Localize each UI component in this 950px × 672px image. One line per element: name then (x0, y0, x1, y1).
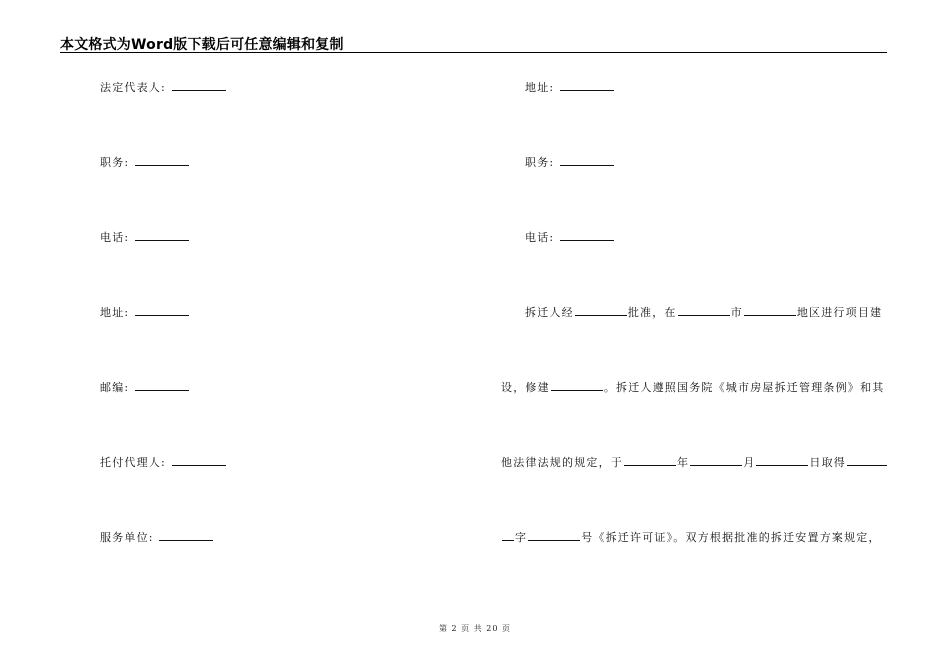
text-segment: 月 (743, 456, 756, 469)
text-segment: 年 (677, 456, 690, 469)
field-label: 地址: (525, 81, 555, 94)
paragraph-line-1 (525, 304, 882, 320)
fill-blank (575, 304, 627, 316)
fill-blank (528, 529, 580, 541)
paragraph-line-2 (501, 379, 884, 395)
fill-blank (135, 379, 189, 391)
field-label: 托付代理人: (100, 456, 166, 469)
paragraph-line-3 (501, 454, 888, 470)
fill-blank (551, 379, 603, 391)
field-label: 服务单位: (100, 531, 154, 544)
fill-blank (847, 454, 887, 466)
fill-blank (560, 79, 614, 91)
field-label: 电话: (525, 231, 555, 244)
fill-blank (624, 454, 676, 466)
text-segment: 他法律法规的规定，于 (501, 456, 623, 469)
fill-blank (172, 454, 226, 466)
fill-blank (756, 454, 808, 466)
right-field-address (525, 79, 615, 95)
left-field-phone (100, 229, 190, 245)
page-number-footer: 第 2 页 共 20 页 (439, 624, 511, 633)
text-segment: 拆迁人经 (525, 306, 574, 319)
fill-blank (560, 229, 614, 241)
field-label: 电话: (100, 231, 130, 244)
fill-blank (135, 154, 189, 166)
text-segment: 批准，在 (627, 306, 677, 319)
fill-blank (135, 229, 189, 241)
right-field-position (525, 154, 615, 170)
fill-blank (172, 79, 226, 91)
field-label: 职务: (525, 156, 555, 169)
fill-blank (159, 529, 213, 541)
left-field-postcode (100, 379, 190, 395)
text-segment: 号《拆迁许可证》。双方根据批准的拆迁安置方案规定， (581, 531, 881, 544)
field-label: 职务: (100, 156, 130, 169)
text-segment: 市 (730, 306, 743, 319)
page-header-title: 本文格式为Word版下载后可任意编辑和复制 (60, 37, 344, 53)
text-segment: 。拆迁人遵照国务院《城市房屋拆迁管理条例》和其 (603, 381, 885, 394)
text-segment: 设，修建 (501, 381, 550, 394)
text-segment: 字 (515, 531, 528, 544)
fill-blank (690, 454, 742, 466)
left-field-address (100, 304, 190, 320)
paragraph-line-4 (501, 529, 881, 545)
field-label: 邮编: (100, 381, 130, 394)
right-field-phone (525, 229, 615, 245)
field-label: 地址: (100, 306, 130, 319)
text-segment: 地区进行项目建 (796, 306, 883, 319)
fill-blank (560, 154, 614, 166)
fill-blank (678, 304, 730, 316)
text-segment: 日取得 (809, 456, 847, 469)
fill-blank (502, 529, 514, 541)
header-divider (60, 52, 887, 53)
field-label: 法定代表人: (100, 81, 166, 94)
fill-blank (135, 304, 189, 316)
left-field-position (100, 154, 190, 170)
left-field-service-unit (100, 529, 214, 545)
left-field-legal-representative (100, 79, 227, 95)
left-field-agent (100, 454, 227, 470)
fill-blank (744, 304, 796, 316)
